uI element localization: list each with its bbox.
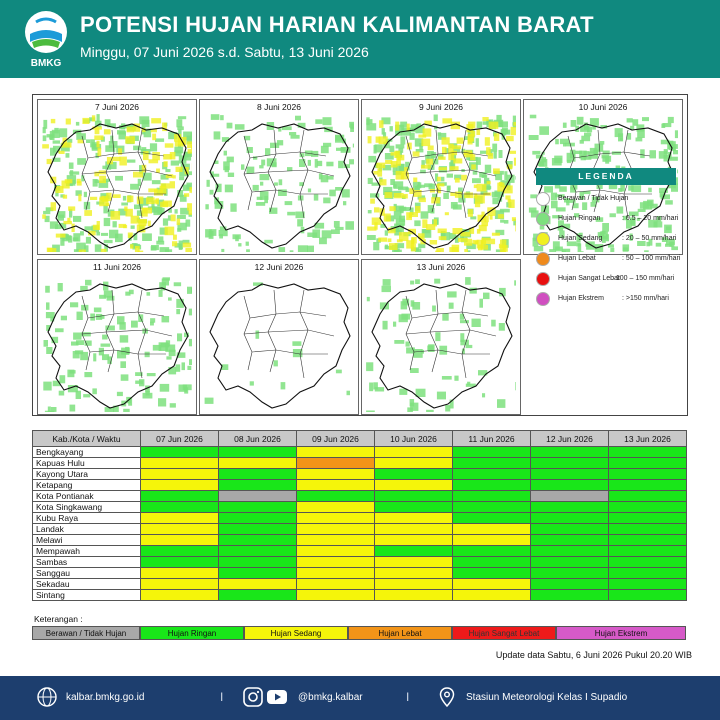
forecast-cell	[141, 513, 219, 524]
keterangan-item: Hujan Sangat Lebat	[452, 626, 556, 640]
legend-item	[536, 272, 696, 286]
forecast-cell	[141, 557, 219, 568]
forecast-cell	[141, 546, 219, 557]
forecast-cell	[297, 557, 375, 568]
forecast-cell	[375, 447, 453, 458]
map-day-1	[37, 99, 197, 255]
forecast-cell	[609, 480, 687, 491]
region-name: Sanggau	[33, 568, 141, 579]
legend-range: : 20 – 50 mm/hari	[622, 235, 677, 242]
forecast-cell	[453, 579, 531, 590]
forecast-cell	[453, 491, 531, 502]
rain-map	[42, 274, 192, 412]
forecast-cell	[609, 469, 687, 480]
forecast-cell	[609, 524, 687, 535]
map-label: 13 Juni 2026	[416, 262, 466, 272]
table-row	[33, 579, 687, 590]
table-row	[33, 513, 687, 524]
table-row	[33, 469, 687, 480]
forecast-cell	[297, 469, 375, 480]
map-label: 10 Juni 2026	[578, 102, 628, 112]
forecast-cell	[609, 535, 687, 546]
forecast-cell	[453, 502, 531, 513]
rain-map	[42, 114, 192, 252]
table-row	[33, 557, 687, 568]
region-name: Mempawah	[33, 546, 141, 557]
map-day-2	[199, 99, 359, 255]
forecast-cell	[609, 579, 687, 590]
legend-item	[536, 252, 696, 266]
map-day-6	[199, 259, 359, 415]
forecast-cell	[375, 590, 453, 601]
forecast-cell	[609, 458, 687, 469]
forecast-cell	[531, 590, 609, 601]
forecast-cell	[453, 546, 531, 557]
table-header-row	[33, 431, 687, 447]
forecast-cell	[297, 491, 375, 502]
table-row	[33, 568, 687, 579]
footer-bar	[0, 676, 720, 720]
date-header: 07 Jun 2026	[141, 431, 219, 447]
forecast-cell	[375, 579, 453, 590]
region-name: Kota Singkawang	[33, 502, 141, 513]
legend-item	[536, 192, 696, 206]
table-row	[33, 590, 687, 601]
location-pin-icon	[436, 686, 458, 708]
forecast-cell	[453, 557, 531, 568]
legend-name: Hujan Sangat Lebat	[558, 275, 620, 282]
page-title: POTENSI HUJAN HARIAN KALIMANTAN BARAT	[80, 12, 594, 37]
forecast-cell	[531, 557, 609, 568]
legend-range: : >150 mm/hari	[622, 295, 669, 302]
forecast-cell	[297, 513, 375, 524]
bmkg-logo	[22, 8, 70, 72]
keterangan-item: Hujan Lebat	[348, 626, 452, 640]
legend-name: Berawan / Tidak Hujan	[558, 195, 629, 202]
forecast-cell	[531, 579, 609, 590]
forecast-cell	[609, 557, 687, 568]
date-header: 10 Jun 2026	[375, 431, 453, 447]
legend-dot	[536, 232, 550, 246]
forecast-cell	[375, 568, 453, 579]
legend-item	[536, 292, 696, 306]
forecast-cell	[141, 491, 219, 502]
forecast-cell	[141, 502, 219, 513]
map-label: 11 Juni 2026	[92, 262, 142, 272]
forecast-cell	[141, 458, 219, 469]
page-subtitle: Minggu, 07 Juni 2026 s.d. Sabtu, 13 Juni 2026	[80, 44, 369, 60]
forecast-cell	[297, 568, 375, 579]
forecast-cell	[141, 480, 219, 491]
table-row	[33, 535, 687, 546]
table-row	[33, 546, 687, 557]
forecast-cell	[219, 590, 297, 601]
forecast-cell	[297, 535, 375, 546]
keterangan-row	[32, 626, 686, 640]
forecast-cell	[219, 557, 297, 568]
region-name: Bengkayang	[33, 447, 141, 458]
region-name: Ketapang	[33, 480, 141, 491]
forecast-cell	[531, 568, 609, 579]
date-header: 13 Jun 2026	[609, 431, 687, 447]
logo-text: BMKG	[30, 58, 62, 69]
legend-dot	[536, 212, 550, 226]
region-name: Melawi	[33, 535, 141, 546]
forecast-cell	[375, 557, 453, 568]
table-row	[33, 502, 687, 513]
forecast-cell	[219, 579, 297, 590]
map-day-3	[361, 99, 521, 255]
legend-name: Hujan Ekstrem	[558, 295, 604, 302]
keterangan-label: Keterangan :	[34, 614, 83, 624]
forecast-cell	[297, 546, 375, 557]
legend-dot	[536, 192, 550, 206]
forecast-cell	[375, 469, 453, 480]
forecast-cell	[453, 480, 531, 491]
forecast-cell	[609, 502, 687, 513]
forecast-cell	[141, 535, 219, 546]
forecast-cell	[453, 469, 531, 480]
forecast-cell	[297, 590, 375, 601]
forecast-cell	[453, 513, 531, 524]
keterangan-item: Berawan / Tidak Hujan	[32, 626, 140, 640]
forecast-cell	[141, 447, 219, 458]
rain-map	[204, 274, 354, 412]
forecast-cell	[531, 458, 609, 469]
forecast-cell	[141, 590, 219, 601]
legend-dot	[536, 252, 550, 266]
forecast-cell	[609, 513, 687, 524]
forecast-cell	[219, 513, 297, 524]
forecast-cell	[375, 502, 453, 513]
forecast-cell	[219, 546, 297, 557]
map-label: 12 Juni 2026	[254, 262, 304, 272]
legend-range: : 100 – 150 mm/hari	[612, 275, 675, 282]
legend-name: Hujan Sedang	[558, 235, 603, 242]
forecast-cell	[375, 524, 453, 535]
region-name: Landak	[33, 524, 141, 535]
update-timestamp: Update data Sabtu, 6 Juni 2026 Pukul 20.20 WIB	[495, 650, 692, 660]
forecast-cell	[453, 590, 531, 601]
rain-map	[204, 114, 354, 252]
forecast-cell	[531, 480, 609, 491]
forecast-cell	[375, 546, 453, 557]
forecast-cell	[531, 524, 609, 535]
forecast-cell	[531, 513, 609, 524]
globe-icon	[36, 686, 58, 708]
region-name: Kapuas Hulu	[33, 458, 141, 469]
forecast-cell	[609, 491, 687, 502]
forecast-cell	[141, 568, 219, 579]
forecast-cell	[219, 568, 297, 579]
region-header: Kab./Kota / Waktu	[33, 431, 141, 447]
forecast-table	[32, 430, 687, 601]
forecast-cell	[531, 469, 609, 480]
table-row	[33, 524, 687, 535]
forecast-cell	[453, 535, 531, 546]
forecast-cell	[453, 524, 531, 535]
region-name: Sintang	[33, 590, 141, 601]
region-name: Kota Pontianak	[33, 491, 141, 502]
forecast-cell	[141, 469, 219, 480]
map-day-7	[361, 259, 521, 415]
forecast-cell	[297, 458, 375, 469]
forecast-cell	[375, 535, 453, 546]
date-header: 09 Jun 2026	[297, 431, 375, 447]
instagram-icon[interactable]	[242, 686, 264, 708]
forecast-cell	[531, 447, 609, 458]
rain-map	[366, 114, 516, 252]
legend-dot	[536, 272, 550, 286]
forecast-cell	[219, 524, 297, 535]
legend-name: Hujan Lebat	[558, 255, 596, 262]
forecast-cell	[531, 491, 609, 502]
table-row	[33, 480, 687, 491]
forecast-cell	[219, 502, 297, 513]
date-header: 11 Jun 2026	[453, 431, 531, 447]
forecast-cell	[219, 480, 297, 491]
map-day-5	[37, 259, 197, 415]
forecast-cell	[453, 447, 531, 458]
forecast-cell	[453, 568, 531, 579]
forecast-cell	[531, 535, 609, 546]
table-row	[33, 458, 687, 469]
legend-title: LEGENDA	[536, 168, 676, 185]
forecast-cell	[609, 546, 687, 557]
keterangan-item: Hujan Ekstrem	[556, 626, 686, 640]
forecast-cell	[453, 458, 531, 469]
legend-range: : 0.5 – 20 mm/hari	[622, 215, 679, 222]
forecast-cell	[375, 491, 453, 502]
date-header: 08 Jun 2026	[219, 431, 297, 447]
forecast-cell	[609, 590, 687, 601]
forecast-cell	[297, 480, 375, 491]
forecast-cell	[531, 502, 609, 513]
rain-map	[366, 274, 516, 412]
date-header: 12 Jun 2026	[531, 431, 609, 447]
table-row	[33, 447, 687, 458]
table-body	[33, 447, 687, 601]
legend-name: Hujan Ringan	[558, 215, 601, 222]
forecast-cell	[219, 491, 297, 502]
forecast-cell	[219, 535, 297, 546]
forecast-cell	[297, 524, 375, 535]
forecast-cell	[219, 469, 297, 480]
keterangan-item: Hujan Ringan	[140, 626, 244, 640]
footer-separator: I	[406, 690, 410, 704]
social-handle[interactable]: @bmkg.kalbar	[298, 692, 363, 703]
footer-separator: I	[220, 690, 224, 704]
station-name: Stasiun Meteorologi Kelas I Supadio	[466, 692, 628, 703]
keterangan-item: Hujan Sedang	[244, 626, 348, 640]
forecast-cell	[141, 579, 219, 590]
legend	[526, 166, 686, 404]
forecast-cell	[375, 480, 453, 491]
header-bar	[0, 0, 720, 78]
legend-dot	[536, 292, 550, 306]
forecast-cell	[609, 568, 687, 579]
forecast-cell	[141, 524, 219, 535]
region-name: Sambas	[33, 557, 141, 568]
map-label: 8 Juni 2026	[257, 102, 301, 112]
forecast-cell	[297, 502, 375, 513]
forecast-cell	[219, 458, 297, 469]
youtube-icon[interactable]	[266, 686, 288, 708]
forecast-cell	[609, 447, 687, 458]
table-row	[33, 491, 687, 502]
map-label: 7 Juni 2026	[95, 102, 139, 112]
legend-range: : 50 – 100 mm/hari	[622, 255, 681, 262]
forecast-cell	[375, 513, 453, 524]
map-label: 9 Juni 2026	[419, 102, 463, 112]
legend-item	[536, 232, 696, 246]
forecast-cell	[297, 579, 375, 590]
region-name: Kubu Raya	[33, 513, 141, 524]
forecast-cell	[297, 447, 375, 458]
forecast-cell	[375, 458, 453, 469]
forecast-cell	[531, 546, 609, 557]
website-link[interactable]: kalbar.bmkg.go.id	[66, 692, 145, 703]
forecast-cell	[219, 447, 297, 458]
legend-item	[536, 212, 696, 226]
region-name: Sekadau	[33, 579, 141, 590]
region-name: Kayong Utara	[33, 469, 141, 480]
